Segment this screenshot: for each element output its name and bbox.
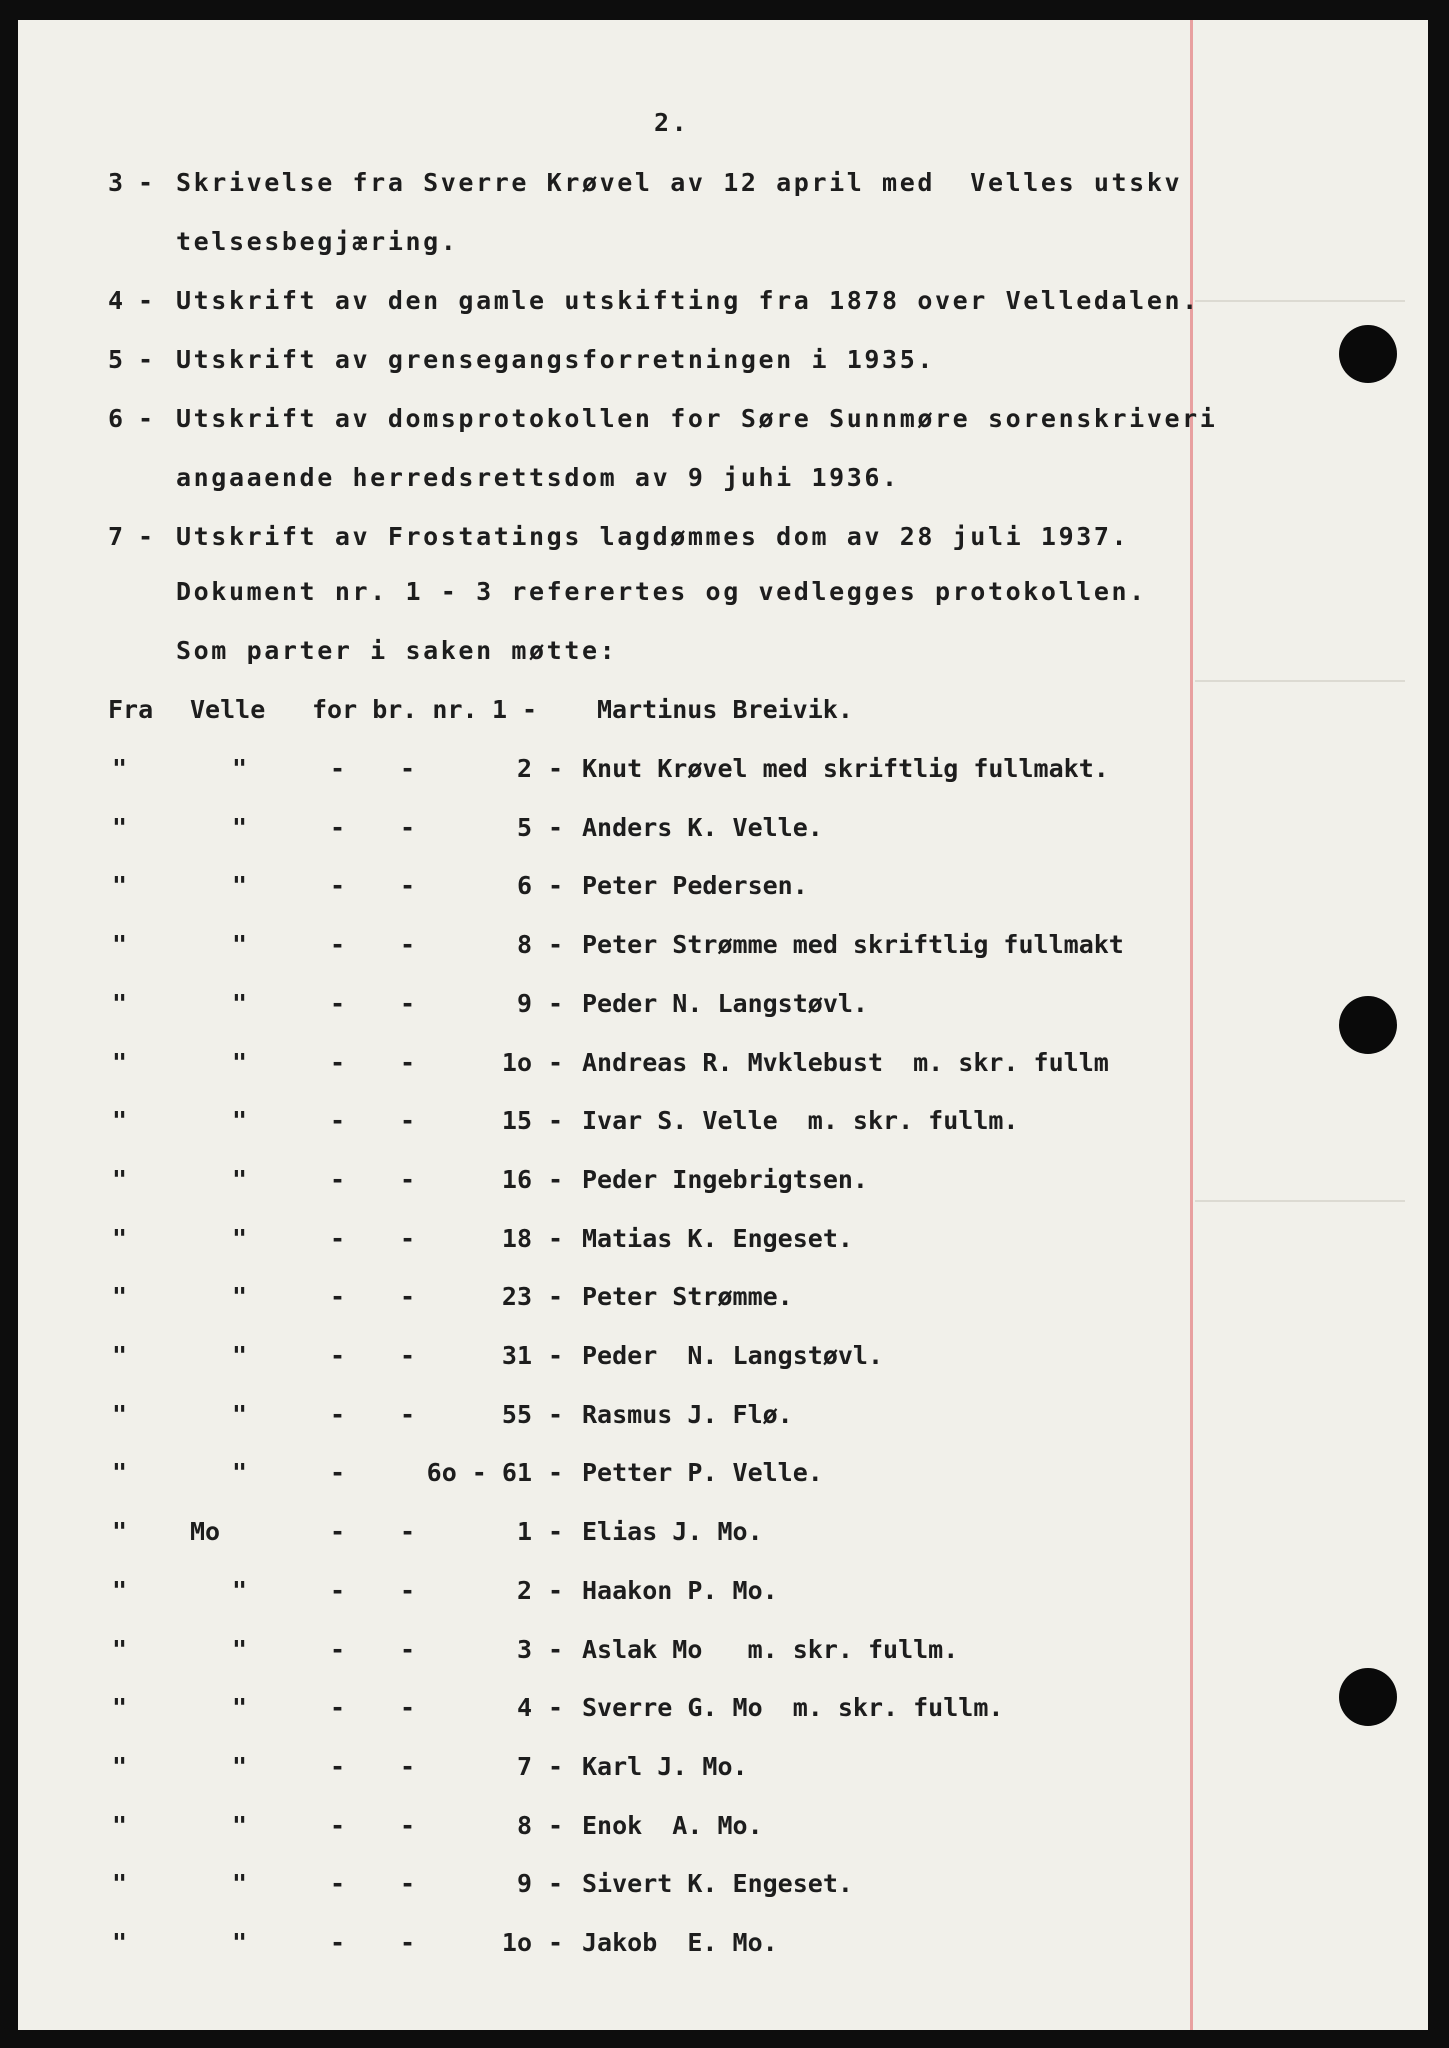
br-number: 1o bbox=[501, 1928, 532, 1957]
ditto-mark-from: " bbox=[112, 754, 128, 783]
dash-mark: - bbox=[330, 1928, 346, 1957]
party-name: Ivar S. Velle m. skr. fullm. bbox=[582, 1106, 1019, 1135]
dash-mark: - bbox=[548, 1458, 564, 1487]
dash-mark: - bbox=[548, 813, 564, 842]
party-name: Haakon P. Mo. bbox=[582, 1576, 778, 1605]
dash-mark: - bbox=[548, 1928, 564, 1957]
br-number: 1 bbox=[516, 1517, 532, 1546]
dash-mark: - bbox=[548, 1576, 564, 1605]
party-name: Elias J. Mo. bbox=[582, 1517, 763, 1546]
dash-mark: - bbox=[400, 1576, 416, 1605]
br-number: 4 bbox=[516, 1693, 532, 1722]
party-name: Karl J. Mo. bbox=[582, 1752, 748, 1781]
party-name: Sverre G. Mo m. skr. fullm. bbox=[582, 1693, 1004, 1722]
party-name: Petter P. Velle. bbox=[582, 1458, 823, 1487]
party-name: Enok A. Mo. bbox=[582, 1811, 763, 1840]
dash-mark: - bbox=[400, 930, 416, 959]
ditto-mark-from: " bbox=[112, 871, 128, 900]
br-number: 55 bbox=[501, 1400, 532, 1429]
party-name: Peder Ingebrigtsen. bbox=[582, 1165, 868, 1194]
dash-mark: - bbox=[330, 1048, 346, 1077]
bleed-through-mark bbox=[1195, 1200, 1405, 1202]
party-name: Peder N. Langstøvl. bbox=[582, 1341, 884, 1370]
br-number: 6 bbox=[516, 871, 532, 900]
dash-mark: - bbox=[330, 1693, 346, 1722]
dash-mark: - bbox=[548, 989, 564, 1018]
dash-mark: - bbox=[400, 1400, 416, 1429]
doc-item-text: telsesbegjæring. bbox=[176, 227, 459, 256]
dash-mark: - bbox=[548, 1693, 564, 1722]
dash-mark: - bbox=[400, 1517, 416, 1546]
dash-mark: - bbox=[330, 1106, 346, 1135]
ditto-mark-farm: " bbox=[232, 1693, 248, 1722]
doc-item-number: 6 bbox=[108, 404, 126, 433]
ditto-mark-farm: " bbox=[232, 1400, 248, 1429]
dash-mark: - bbox=[330, 1341, 346, 1370]
dash-mark: - bbox=[548, 1165, 564, 1194]
col-from: Fra bbox=[108, 695, 154, 724]
margin-rule bbox=[1190, 20, 1193, 2030]
punch-hole bbox=[1339, 1668, 1397, 1726]
doc-item-dash: - bbox=[138, 345, 156, 374]
dash-mark: - bbox=[400, 754, 416, 783]
dash-mark: - bbox=[400, 1752, 416, 1781]
dash-mark: - bbox=[330, 1869, 346, 1898]
br-number: 15 bbox=[501, 1106, 532, 1135]
col-for-br-nr: for br. nr. bbox=[312, 695, 478, 724]
page-number: 2. bbox=[654, 108, 690, 137]
br-number: 16 bbox=[501, 1165, 532, 1194]
dash-mark: - bbox=[330, 1458, 346, 1487]
ditto-mark-farm: " bbox=[232, 930, 248, 959]
ditto-mark-from: " bbox=[112, 989, 128, 1018]
dash-mark: - bbox=[400, 1282, 416, 1311]
dash-mark: - bbox=[548, 1635, 564, 1664]
br-number: 23 bbox=[501, 1282, 532, 1311]
ditto-mark-farm: " bbox=[232, 1752, 248, 1781]
dash-mark: - bbox=[400, 1928, 416, 1957]
doc-item-number: 3 bbox=[108, 168, 126, 197]
dash-mark: - bbox=[330, 989, 346, 1018]
ditto-mark-farm: " bbox=[232, 1048, 248, 1077]
ditto-mark-from: " bbox=[112, 1869, 128, 1898]
doc-item-dash: - bbox=[138, 522, 156, 551]
dash-mark: - bbox=[330, 754, 346, 783]
party-name: Aslak Mo m. skr. fullm. bbox=[582, 1635, 959, 1664]
br-number: 9 bbox=[516, 1869, 532, 1898]
ditto-mark-from: " bbox=[112, 1224, 128, 1253]
br-number: 1o bbox=[501, 1048, 532, 1077]
ditto-mark-from: " bbox=[112, 1165, 128, 1194]
dash-mark: - bbox=[548, 1869, 564, 1898]
dash-mark: - bbox=[548, 1282, 564, 1311]
dash-mark: - bbox=[548, 1811, 564, 1840]
dash-mark: - bbox=[330, 813, 346, 842]
dash-mark: - bbox=[400, 1224, 416, 1253]
ditto-mark-from: " bbox=[112, 1282, 128, 1311]
party-name: Peter Strømme med skriftlig fullmakt bbox=[582, 930, 1124, 959]
doc-item-text: Utskrift av Frostatings lagdømmes dom av 28 juli 1937. bbox=[176, 522, 1130, 551]
br-number: 3 bbox=[516, 1635, 532, 1664]
ditto-mark-from: " bbox=[112, 1752, 128, 1781]
ditto-mark-from: " bbox=[112, 1576, 128, 1605]
dash-mark: - bbox=[548, 1224, 564, 1253]
party-name: Peter Strømme. bbox=[582, 1282, 793, 1311]
doc-item-text: Utskrift av domsprotokollen for Søre Sunnmøre sorenskriveri bbox=[176, 404, 1218, 433]
party-name: Sivert K. Engeset. bbox=[582, 1869, 853, 1898]
dash-mark: - bbox=[330, 871, 346, 900]
col-farm: Mo bbox=[190, 1517, 221, 1546]
party-name: Andreas R. Mvklebust m. skr. fullm bbox=[582, 1048, 1109, 1077]
col-farm: Velle bbox=[190, 695, 266, 724]
br-number: 18 bbox=[501, 1224, 532, 1253]
doc-item-text: angaaende herredsrettsdom av 9 juhi 1936. bbox=[176, 463, 900, 492]
bleed-through-mark bbox=[1195, 300, 1405, 302]
ditto-mark-from: " bbox=[112, 1811, 128, 1840]
dash-mark: - bbox=[400, 1693, 416, 1722]
col-dash: - bbox=[522, 695, 538, 724]
ditto-mark-from: " bbox=[112, 1928, 128, 1957]
br-number: 2 bbox=[516, 754, 532, 783]
party-name: Jakob E. Mo. bbox=[582, 1928, 778, 1957]
dash-mark: - bbox=[330, 1635, 346, 1664]
ditto-mark-farm: " bbox=[232, 754, 248, 783]
dash-mark: - bbox=[330, 1282, 346, 1311]
paragraph-documents: Dokument nr. 1 - 3 referertes og vedlegges protokollen. bbox=[176, 577, 1147, 606]
party-name: Matias K. Engeset. bbox=[582, 1224, 853, 1253]
document-page bbox=[18, 20, 1428, 2030]
dash-mark: - bbox=[548, 1400, 564, 1429]
ditto-mark-farm: " bbox=[232, 1458, 248, 1487]
ditto-mark-from: " bbox=[112, 1517, 128, 1546]
dash-mark: - bbox=[330, 1165, 346, 1194]
dash-mark: - bbox=[400, 1341, 416, 1370]
ditto-mark-farm: " bbox=[232, 1811, 248, 1840]
dash-mark: - bbox=[548, 930, 564, 959]
dash-mark: - bbox=[548, 1106, 564, 1135]
doc-item-text: Utskrift av grensegangsforretningen i 1935. bbox=[176, 345, 936, 374]
party-name: Knut Krøvel med skriftlig fullmakt. bbox=[582, 754, 1109, 783]
party-name: Rasmus J. Flø. bbox=[582, 1400, 793, 1429]
br-number: 9 bbox=[516, 989, 532, 1018]
ditto-mark-from: " bbox=[112, 1693, 128, 1722]
dash-mark: - bbox=[548, 1341, 564, 1370]
dash-mark: - bbox=[330, 1400, 346, 1429]
ditto-mark-farm: " bbox=[232, 1165, 248, 1194]
ditto-mark-farm: " bbox=[232, 1635, 248, 1664]
doc-item-dash: - bbox=[138, 168, 156, 197]
dash-mark: - bbox=[400, 1811, 416, 1840]
doc-item-dash: - bbox=[138, 286, 156, 315]
dash-mark: - bbox=[400, 1635, 416, 1664]
punch-hole bbox=[1339, 996, 1397, 1054]
dash-mark: - bbox=[548, 1752, 564, 1781]
ditto-mark-from: " bbox=[112, 1458, 128, 1487]
party-name: Peter Pedersen. bbox=[582, 871, 808, 900]
br-number: 31 bbox=[501, 1341, 532, 1370]
dash-mark: - bbox=[548, 754, 564, 783]
party-name: Anders K. Velle. bbox=[582, 813, 823, 842]
ditto-mark-from: " bbox=[112, 1400, 128, 1429]
doc-item-number: 7 bbox=[108, 522, 126, 551]
dash-mark: - bbox=[548, 1048, 564, 1077]
ditto-mark-farm: " bbox=[232, 1869, 248, 1898]
dash-mark: - bbox=[548, 1517, 564, 1546]
ditto-mark-from: " bbox=[112, 1341, 128, 1370]
doc-item-number: 5 bbox=[108, 345, 126, 374]
dash-mark: - bbox=[400, 1106, 416, 1135]
dash-mark: - bbox=[400, 871, 416, 900]
ditto-mark-from: " bbox=[112, 1106, 128, 1135]
ditto-mark-farm: " bbox=[232, 1106, 248, 1135]
doc-item-number: 4 bbox=[108, 286, 126, 315]
ditto-mark-from: " bbox=[112, 930, 128, 959]
col-br-number: 1 bbox=[492, 695, 508, 724]
party-name: Peder N. Langstøvl. bbox=[582, 989, 868, 1018]
ditto-mark-farm: " bbox=[232, 1224, 248, 1253]
doc-item-text: Utskrift av den gamle utskifting fra 1878 over Velledalen. bbox=[176, 286, 1200, 315]
dash-mark: - bbox=[330, 1811, 346, 1840]
ditto-mark-from: " bbox=[112, 813, 128, 842]
dash-mark: - bbox=[330, 1576, 346, 1605]
br-number: 8 bbox=[516, 1811, 532, 1840]
dash-mark: - bbox=[330, 1224, 346, 1253]
doc-item-text: Skrivelse fra Sverre Krøvel av 12 april med Velles utskv bbox=[176, 168, 1183, 197]
dash-mark: - bbox=[330, 1517, 346, 1546]
dash-mark: - bbox=[548, 871, 564, 900]
br-number: 5 bbox=[516, 813, 532, 842]
ditto-mark-farm: " bbox=[232, 1341, 248, 1370]
ditto-mark-farm: " bbox=[232, 1928, 248, 1957]
dash-mark: - bbox=[400, 813, 416, 842]
br-number: 7 bbox=[516, 1752, 532, 1781]
ditto-mark-farm: " bbox=[232, 871, 248, 900]
dash-mark: - bbox=[330, 1752, 346, 1781]
ditto-mark-farm: " bbox=[232, 1576, 248, 1605]
br-number: 8 bbox=[516, 930, 532, 959]
ditto-mark-farm: " bbox=[232, 813, 248, 842]
doc-item-dash: - bbox=[138, 404, 156, 433]
ditto-mark-from: " bbox=[112, 1048, 128, 1077]
ditto-mark-farm: " bbox=[232, 1282, 248, 1311]
dash-mark: - bbox=[400, 989, 416, 1018]
ditto-mark-from: " bbox=[112, 1635, 128, 1664]
dash-mark: - bbox=[400, 1048, 416, 1077]
col-name: Martinus Breivik. bbox=[597, 695, 853, 724]
dash-mark: - bbox=[400, 1165, 416, 1194]
br-number: 6o - 61 bbox=[426, 1458, 532, 1487]
dash-mark: - bbox=[400, 1869, 416, 1898]
punch-hole bbox=[1339, 325, 1397, 383]
dash-mark: - bbox=[330, 930, 346, 959]
paragraph-parties: Som parter i saken møtte: bbox=[176, 636, 618, 665]
bleed-through-mark bbox=[1195, 680, 1405, 682]
br-number: 2 bbox=[516, 1576, 532, 1605]
ditto-mark-farm: " bbox=[232, 989, 248, 1018]
